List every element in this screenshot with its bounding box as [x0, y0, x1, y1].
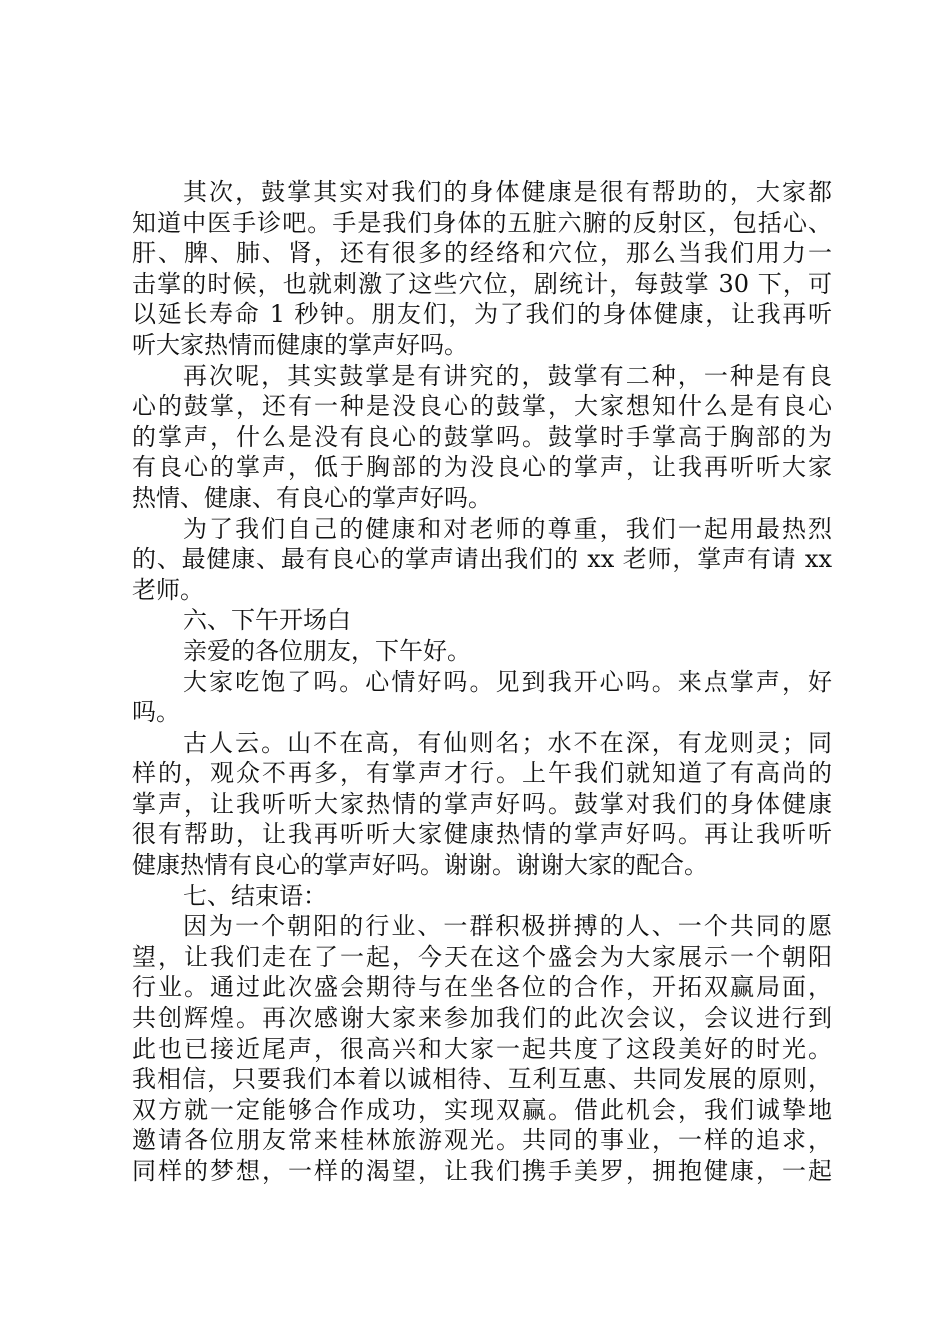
- text-line: 很有帮助，让我再听听大家健康热情的掌声好吗。再让我听听: [132, 820, 832, 849]
- text-line: 为了我们自己的健康和对老师的尊重，我们一起用最热烈: [183, 514, 832, 543]
- text-line: 老师。: [132, 575, 204, 604]
- text-line: 的掌声，什么是没有良心的鼓掌吗。鼓掌时手掌高于胸部的为: [132, 422, 832, 451]
- document-body: [132, 177, 832, 1187]
- text-line: 大家吃饱了吗。心情好吗。见到我开心吗。来点掌声，好: [183, 667, 832, 696]
- text-line: 心的鼓掌，还有一种是没良心的鼓掌，大家想知什么是有良心: [132, 392, 832, 421]
- paragraph-after-lunch: [132, 667, 832, 728]
- text-line: 望，让我们走在了一起，今天在这个盛会为大家展示一个朝阳: [132, 942, 832, 971]
- text-line: 其次，鼓掌其实对我们的身体健康是很有帮助的，大家都: [183, 178, 832, 206]
- text-line: 亲爱的各位朋友，下午好。: [183, 636, 471, 665]
- text-line: 知道中医手诊吧。手是我们身体的五脏六腑的反射区，包括心、: [132, 208, 832, 237]
- text-line: 双方就一定能够合作成功，实现双赢。借此机会，我们诚挚地: [132, 1095, 832, 1124]
- text-line: 同样的梦想，一样的渴望，让我们携手美罗，拥抱健康，一起: [132, 1157, 832, 1185]
- paragraph-applause-health: [132, 177, 832, 361]
- paragraph-closing-remarks: [132, 911, 832, 1186]
- text-line: 行业。通过此次盛会期待与在坐各位的合作，开拓双赢局面，: [132, 973, 832, 1002]
- text-line: 以延长寿命 1 秒钟。朋友们，为了我们的身体健康，让我再听: [132, 300, 832, 329]
- section-heading-afternoon-opening: [132, 605, 832, 636]
- text-line: 听大家热情而健康的掌声好吗。: [132, 330, 468, 359]
- text-line: 健康热情有良心的掌声好吗。谢谢。谢谢大家的配合。: [132, 851, 708, 880]
- text-line: 古人云。山不在高，有仙则名；水不在深，有龙则灵；同: [183, 728, 832, 757]
- text-line: 热情、健康、有良心的掌声好吗。: [132, 483, 492, 512]
- text-line: 我相信，只要我们本着以诚相待、互利互惠、共同发展的原则，: [132, 1065, 832, 1094]
- text-line: 此也已接近尾声，很高兴和大家一起共度了这段美好的时光。: [132, 1034, 832, 1063]
- text-line: 肝、脾、肺、肾，还有很多的经络和穴位，那么当我们用力一: [132, 239, 832, 268]
- text-line: 击掌的时候，也就刺激了这些穴位，剧统计，每鼓掌 30 下，可: [132, 269, 832, 298]
- section-heading: 七、结束语：: [183, 881, 327, 910]
- text-line: 吗。: [132, 698, 180, 727]
- text-line: 掌声，让我听听大家热情的掌声好吗。鼓掌对我们的身体健康: [132, 789, 832, 818]
- paragraph-ancient-saying: [132, 728, 832, 881]
- section-heading: 六、下午开场白: [183, 606, 351, 635]
- text-line: 再次呢，其实鼓掌是有讲究的，鼓掌有二种，一种是有良: [183, 361, 832, 390]
- paragraph-invite-teacher: [132, 514, 832, 606]
- text-line: 样的，观众不再多，有掌声才行。上午我们就知道了有高尚的: [132, 759, 832, 788]
- paragraph-greeting: [132, 636, 832, 667]
- text-line: 邀请各位朋友常来桂林旅游观光。共同的事业，一样的追求，: [132, 1126, 832, 1155]
- text-line: 的、最健康、最有良心的掌声请出我们的 xx 老师，掌声有请 xx: [132, 545, 832, 574]
- section-heading-closing: [132, 881, 832, 912]
- text-line: 共创辉煌。再次感谢大家来参加我们的此次会议，会议进行到: [132, 1004, 832, 1033]
- text-line: 因为一个朝阳的行业、一群积极拼搏的人、一个共同的愿: [183, 912, 832, 941]
- paragraph-applause-conscience: [132, 361, 832, 514]
- text-line: 有良心的掌声，低于胸部的为没良心的掌声，让我再听听大家: [132, 453, 832, 482]
